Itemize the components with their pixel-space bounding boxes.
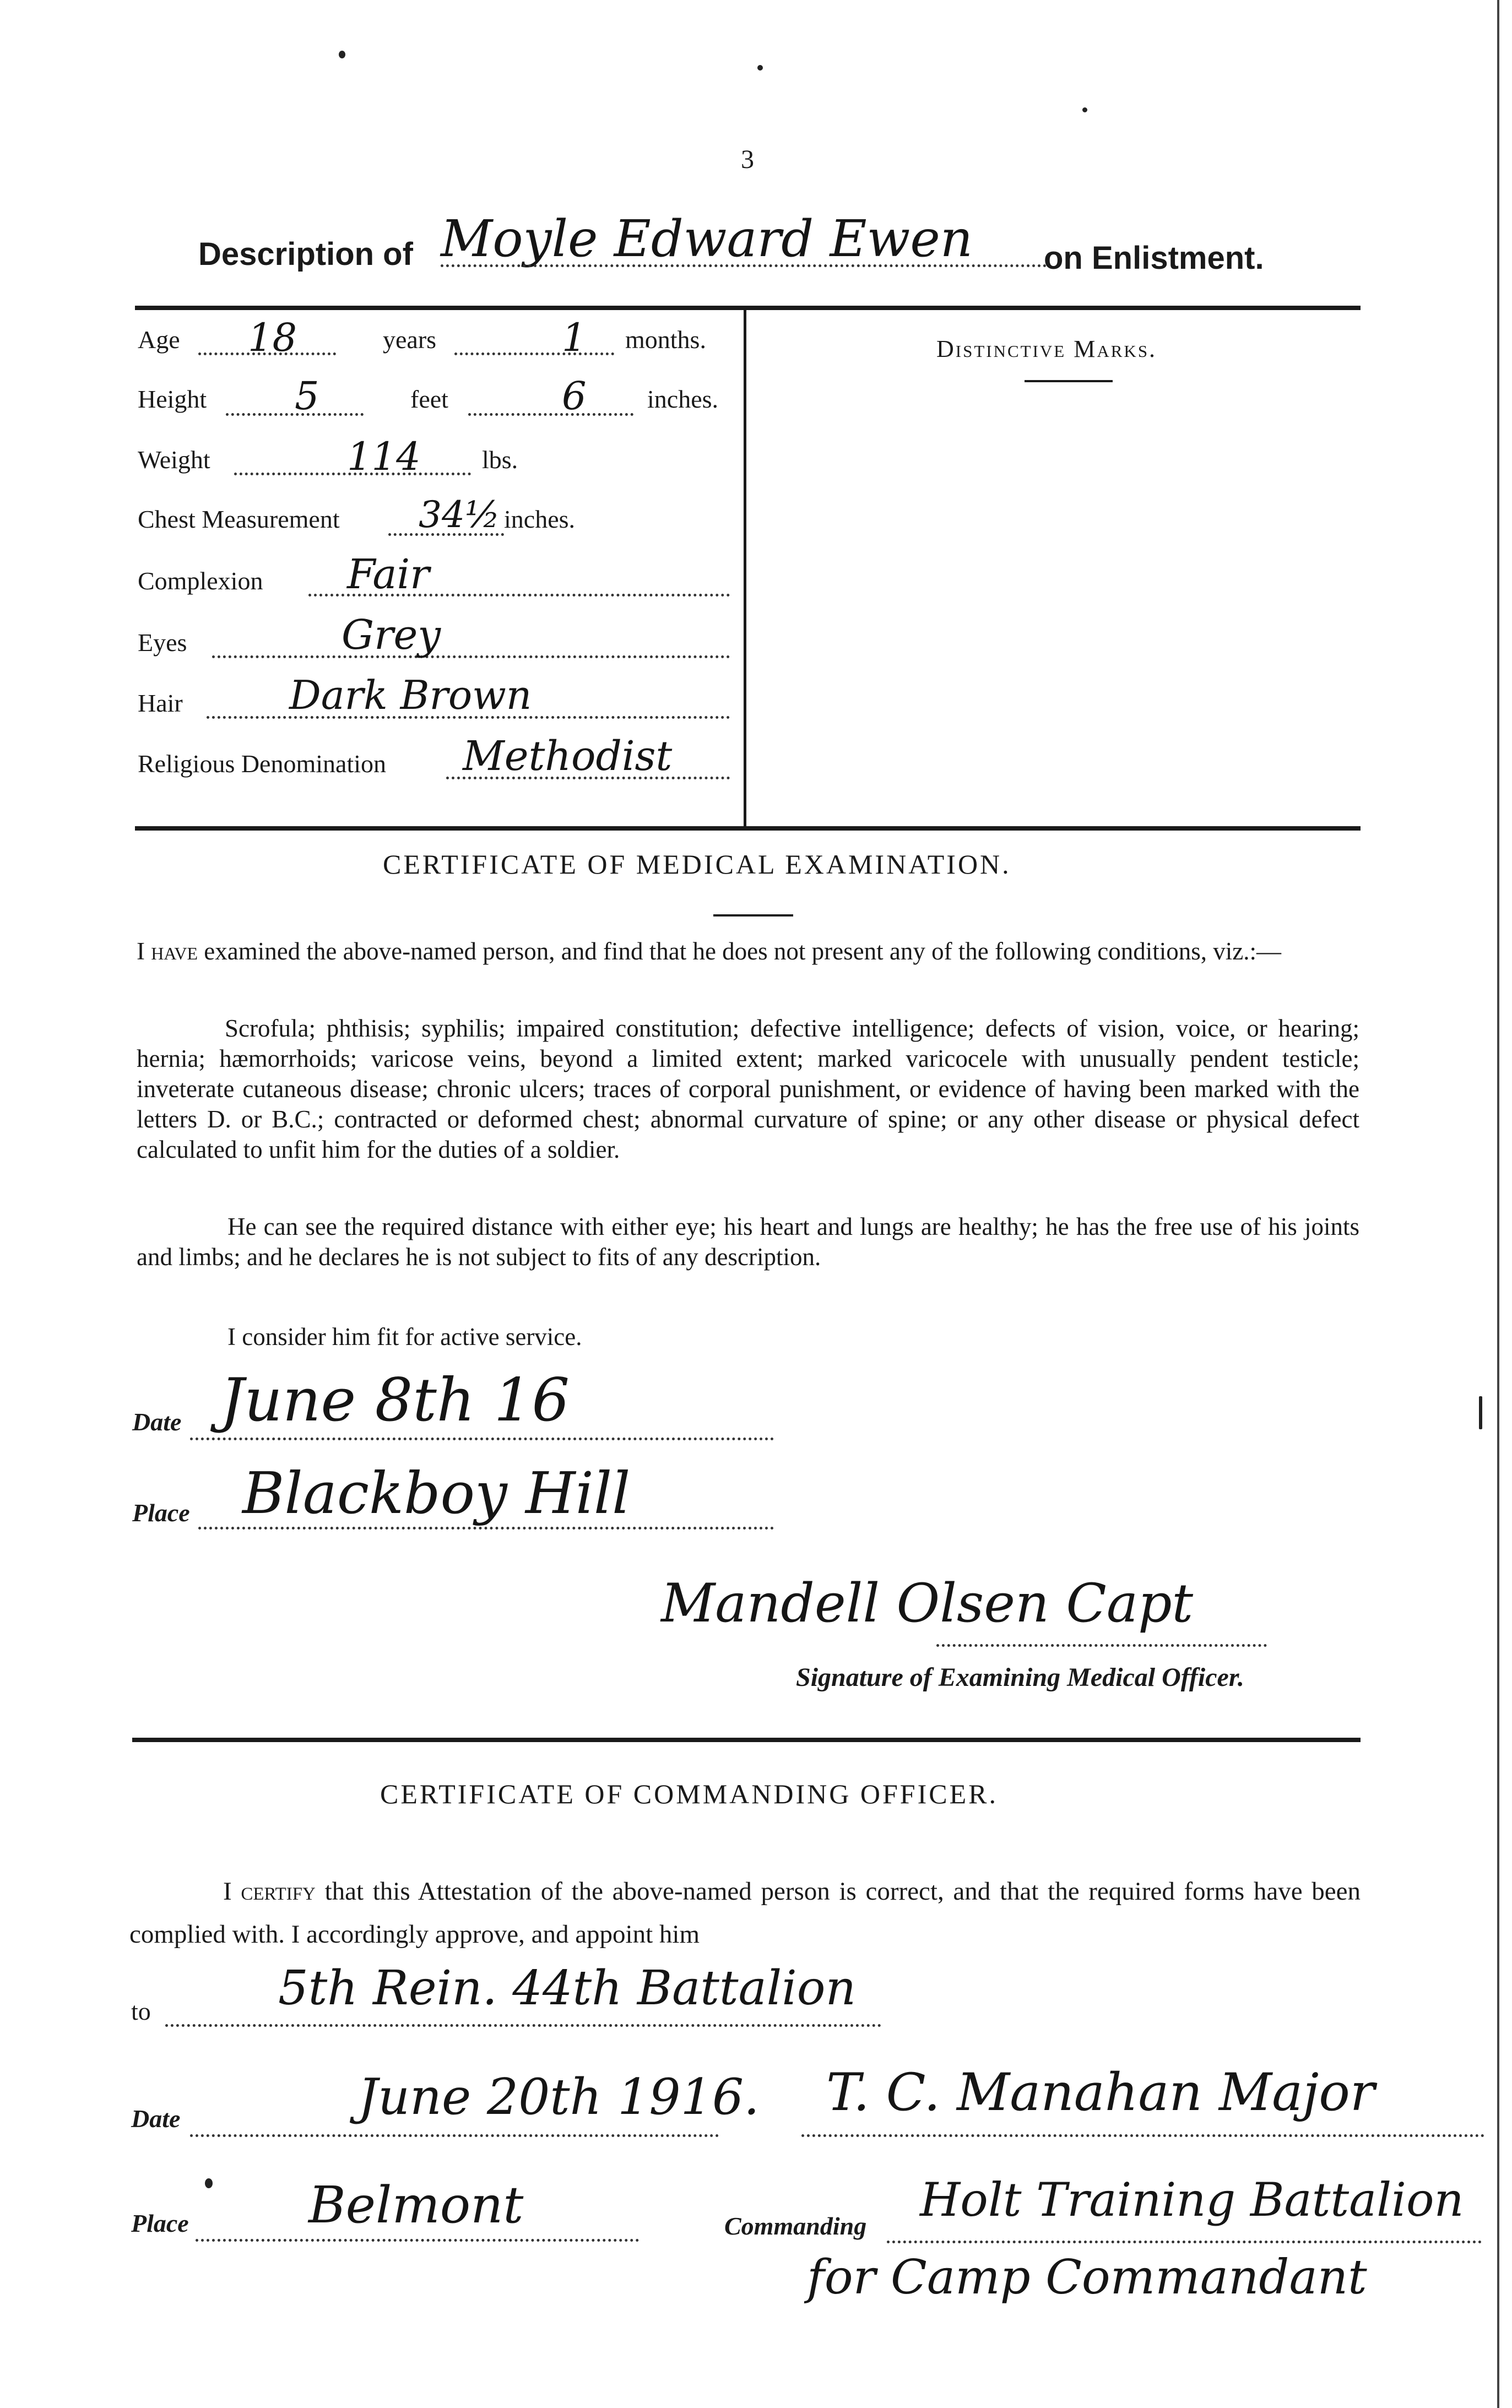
commanding-date-dotted-line (190, 2134, 719, 2137)
age-label: Age (138, 326, 180, 354)
scan-speck (339, 51, 345, 58)
scan-speck (205, 2178, 213, 2188)
description-bottom-rule (135, 826, 1361, 831)
medical-fit-statement: I consider him fit for active service. (227, 1323, 582, 1351)
height-feet-value: 5 (295, 373, 319, 419)
religion-value: Methodist (463, 733, 673, 780)
eyes-label: Eyes (138, 628, 187, 657)
medical-title-underline (713, 914, 793, 916)
eyes-value: Grey (342, 611, 441, 659)
page-edge (1497, 0, 1499, 2408)
medical-intro-lead: I have (137, 937, 198, 965)
scan-speck (1479, 1396, 1482, 1429)
description-section (138, 315, 741, 821)
form-header (198, 209, 1311, 281)
medical-place-label: Place (132, 1499, 190, 1527)
age-months-value: 1 (562, 315, 587, 360)
commanding-certificate-title: CERTIFICATE OF COMMANDING OFFICER. (380, 1778, 998, 1809)
commanding-date-label: Date (131, 2105, 181, 2133)
religion-label: Religious Denomination (138, 750, 387, 778)
commanding-certify-lead: I certify (223, 1877, 316, 1906)
commanding-date-value: June 20th 1916. (358, 2068, 760, 2126)
commanding-place-value: Belmont (308, 2176, 524, 2235)
medical-certificate-title: CERTIFICATE OF MEDICAL EXAMINATION. (383, 849, 1011, 880)
medical-place-value: Blackboy Hill (242, 1460, 631, 1527)
scan-speck (1082, 107, 1087, 112)
inches-dotted-line (468, 413, 633, 416)
distinctive-marks-underline (1025, 380, 1113, 382)
commanding-label: Commanding (724, 2212, 867, 2240)
complexion-label: Complexion (138, 567, 263, 595)
appoint-to-value: 5th Rein. 44th Battalion (278, 1961, 856, 2016)
medical-bottom-rule (132, 1738, 1361, 1742)
months-label: months. (625, 326, 706, 354)
complexion-value: Fair (347, 551, 430, 598)
medical-date-value: June 8th 16 (220, 1366, 570, 1435)
age-years-value: 18 (248, 315, 297, 360)
chest-value: 34½ (419, 493, 500, 536)
weight-label: Weight (138, 446, 210, 474)
header-prefix: Description of (198, 236, 413, 272)
commanding-certify-statement (129, 1870, 1361, 1956)
distinctive-marks-label: Distinctive Marks. (936, 335, 1157, 362)
years-label: years (383, 326, 437, 354)
page-number: 3 (741, 145, 754, 174)
commanding-officer-signature: T. C. Manahan Major (826, 2063, 1375, 2123)
hair-label: Hair (138, 689, 183, 717)
scan-speck (757, 65, 763, 70)
medical-signature-caption: Signature of Examining Medical Officer. (796, 1663, 1244, 1692)
commanding-unit-line-2: for Camp Commandant (807, 2250, 1367, 2305)
medical-place-dotted-line (198, 1527, 774, 1530)
commanding-place-label: Place (131, 2209, 189, 2237)
inches-label: inches. (647, 385, 719, 413)
medical-sight-statement: He can see the required distance with either eye; his heart and lungs are healthy; he has the free use of his joints and limbs; and he declares he is not subject to fits of any description. (137, 1213, 1359, 1271)
hair-value: Dark Brown (289, 672, 532, 718)
months-dotted-line (454, 352, 614, 355)
name-dotted-line (441, 264, 1047, 267)
medical-date-dotted-line (190, 1438, 774, 1440)
medical-signature-dotted-line (936, 1644, 1267, 1647)
height-label: Height (138, 385, 207, 413)
height-inches-value: 6 (562, 373, 587, 419)
weight-value: 114 (347, 434, 421, 479)
medical-date-label: Date (132, 1408, 182, 1436)
commanding-certify-text: that this Attestation of the above-named person is correct, and that the required forms have been complied with. I accordingly approve, and appoint him (129, 1877, 1361, 1949)
eyes-dotted-line (212, 655, 730, 658)
commanding-dotted-line (887, 2241, 1482, 2243)
medical-intro-text: examined the above-named person, and find that he does not present any of the following conditions, viz.:— (204, 937, 1281, 965)
commanding-signature-dotted-line (801, 2134, 1484, 2137)
header-rule (135, 306, 1361, 310)
chest-label: Chest Measurement (138, 505, 340, 533)
header-suffix: on Enlistment. (1044, 240, 1264, 276)
chest-unit-label: inches. (504, 505, 576, 533)
column-divider (744, 308, 746, 826)
appoint-to-dotted-line (165, 2024, 881, 2027)
medical-officer-signature: Mandell Olsen Capt (661, 1572, 1194, 1634)
commanding-unit-line-1: Holt Training Battalion (920, 2173, 1464, 2227)
lbs-label: lbs. (482, 446, 518, 474)
appoint-to-label: to (131, 1997, 151, 2025)
feet-label: feet (410, 385, 448, 413)
medical-intro (137, 936, 1359, 967)
recruit-name: Moyle Edward Ewen (441, 209, 973, 268)
medical-conditions: Scrofula; phthisis; syphilis; impaired constitution; defective intelligence; defects of vision, voice, or hearing; hernia; hæmorrhoids; varicose veins, beyond a limited extent; marked varicocele with unusually pendent testicle; inveterate cutaneous disease; chronic ulcers; traces of corporal punishment, or evidence of having been marked with the letters D. or B.C.; contracted or deformed chest; abnormal curvature of spine; or any other disease or physical defect calculated to unfit him for the duties of a soldier. (137, 1015, 1359, 1163)
commanding-place-dotted-line (196, 2239, 639, 2242)
